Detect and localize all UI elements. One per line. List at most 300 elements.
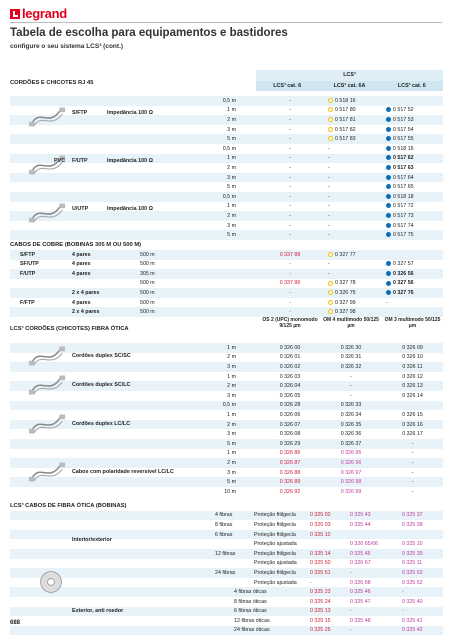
- pairs: 4 pares: [72, 299, 91, 306]
- cat6-b-cell: [382, 107, 443, 113]
- brand-logo: [10, 8, 67, 20]
- cat6-cell: -: [289, 232, 291, 239]
- os2-cell: 0 326 86: [279, 450, 301, 457]
- om4-cell: 0 326 34: [340, 412, 362, 419]
- length-cell: 1 m: [227, 373, 236, 380]
- impedance-label: Impedância 100 Ω: [107, 158, 153, 164]
- om3-ref: -: [402, 608, 404, 615]
- length-cell: 3 m: [227, 431, 236, 438]
- ref-text: 0 518 15: [393, 145, 414, 152]
- cat6a-ref: [320, 252, 382, 258]
- cat6-b-cell: [382, 127, 443, 133]
- fiber-reel-label: Interior/exterior: [72, 536, 112, 543]
- om3-cell: 0 326 15: [402, 412, 423, 419]
- cat6-b-cell: [382, 184, 443, 190]
- os2-cell: 0 326 89: [279, 479, 301, 486]
- pairs: 2 x 4 pares: [72, 290, 100, 297]
- ref-text: 0 517 62: [393, 155, 414, 162]
- section4-rows: [10, 511, 443, 636]
- ref-text: -: [328, 145, 330, 152]
- fiber-cord-label: Cordões duplex LC/LC: [72, 420, 131, 427]
- length: 500 m: [140, 309, 155, 316]
- table-row: [10, 173, 443, 183]
- table-row: [10, 449, 443, 459]
- table-row: [10, 487, 443, 497]
- cable-reel-icon: [38, 569, 64, 595]
- length: 500 m: [140, 290, 155, 297]
- os2-ref: 0 325 14: [310, 550, 331, 557]
- yellow-dot-icon: [328, 290, 333, 295]
- cat6-b-cell: [382, 175, 443, 181]
- table-row: [10, 578, 443, 588]
- table-row: [10, 549, 443, 559]
- table-row: [10, 182, 443, 192]
- fiber-reel-label: Exterior, anti roedor: [72, 607, 124, 614]
- ref-text: 0 327 98: [335, 309, 356, 316]
- section2-rows: [10, 250, 443, 317]
- length-cell: 5 m: [227, 479, 236, 486]
- table-row: [10, 410, 443, 420]
- ref-text: -: [328, 261, 330, 268]
- cat6-ref: 0 337 86: [279, 280, 301, 287]
- fiber-count: 12 fibras óticas: [234, 617, 270, 624]
- om4-ref: 0 325 45: [350, 550, 371, 557]
- os2-ref: -: [310, 579, 312, 586]
- cat6-cell: -: [289, 203, 291, 210]
- om3-cell: 0 326 11: [402, 364, 423, 371]
- protection: Proteção fitilgecla: [254, 512, 296, 519]
- fiber-count: 24 fibras óticas: [234, 627, 270, 634]
- om3-cell: 0 326 16: [402, 421, 423, 428]
- table-row: [10, 250, 443, 260]
- cable-icon: [28, 104, 66, 130]
- table-row: [10, 391, 443, 401]
- table-row: [10, 458, 443, 468]
- blue-dot-icon: [386, 165, 391, 170]
- om4-cell: 0 326 36: [340, 431, 362, 438]
- blue-dot-icon: [386, 290, 391, 295]
- table-row: [10, 115, 443, 125]
- om4-ref: 0 326 65/66: [350, 541, 378, 548]
- om3-ref: 0 325 38: [402, 521, 423, 528]
- blue-dot-icon: [386, 175, 391, 180]
- ref-text: 0 518 16: [335, 97, 356, 104]
- om4-ref: -: [350, 569, 352, 576]
- fiber-count: 6 fibras óticas: [234, 608, 267, 615]
- om3-cell: -: [411, 459, 414, 466]
- ref-text: -: [328, 212, 330, 219]
- blue-dot-icon: [386, 107, 391, 112]
- length-cell: 2 m: [227, 383, 236, 390]
- protection: Proteção fitilgecla: [254, 521, 296, 528]
- cat6a-ref: [320, 309, 382, 315]
- cat6-ref: -: [289, 309, 291, 316]
- cat6-b-cell: [382, 203, 443, 209]
- cat6b-ref: [382, 280, 443, 286]
- table-row: [10, 298, 443, 308]
- fiber-cord-icon: [28, 459, 66, 485]
- cat6-b-cell: [382, 155, 443, 161]
- os2-ref: 0 325 51: [310, 569, 331, 576]
- om4-ref: 0 325 44: [350, 521, 371, 528]
- blue-dot-icon: [386, 136, 391, 141]
- cat6-ref: -: [289, 270, 291, 277]
- ref-text: 0 517 80: [335, 107, 356, 114]
- ref-text: 0 517 54: [393, 126, 414, 133]
- os2-cell: 0 326 29: [279, 440, 301, 447]
- table-row: [10, 439, 443, 449]
- cat6a-cell: [320, 165, 382, 171]
- table-row: [10, 221, 443, 231]
- om4-cell: 0 326 98: [340, 479, 362, 486]
- length-cell: 2 m: [227, 212, 236, 219]
- om3-cell: 0 326 13: [402, 383, 423, 390]
- om3-ref: 0 325 11: [402, 560, 423, 567]
- cat6-cell: -: [289, 193, 291, 200]
- ref-text: 0 518 18: [393, 193, 414, 200]
- length-cell: 1 m: [227, 412, 236, 419]
- blue-dot-icon: [386, 155, 391, 160]
- ref-text: 0 517 83: [335, 136, 356, 143]
- cat6a-cell: [320, 232, 382, 238]
- ref-text: -: [386, 299, 388, 306]
- table-row: [10, 343, 443, 353]
- page-subtitle: configure o seu sistema LCS³ (cont.): [10, 43, 124, 50]
- om4-ref: 0 326 68: [350, 579, 371, 586]
- table-row: [10, 587, 443, 597]
- om4-cell: 0 326 99: [340, 488, 362, 495]
- section4-heading: LCS³ CABOS DE FIBRA ÓTICA (BOBINAS): [10, 501, 443, 511]
- length-cell: 1 m: [227, 450, 236, 457]
- table-row: [10, 477, 443, 487]
- blue-dot-icon: [386, 232, 391, 237]
- os2-cell: 0 326 28: [279, 402, 301, 409]
- blue-dot-icon: [386, 261, 391, 266]
- table-row: [10, 511, 443, 521]
- om3-cell: -: [411, 469, 414, 476]
- cat6-cell: -: [289, 107, 291, 114]
- length-cell: 3 m: [227, 174, 236, 181]
- cat6b-ref: [382, 290, 443, 296]
- ref-text: -: [328, 184, 330, 191]
- section1-rows: [10, 96, 443, 240]
- om3-ref: -: [402, 589, 404, 596]
- om3-cell: 0 326 14: [402, 392, 423, 399]
- table-row: [10, 372, 443, 382]
- os2-ref: 0 325 24: [310, 598, 331, 605]
- cat6a-cell: [320, 117, 382, 123]
- length-cell: 0,5 m: [222, 193, 236, 200]
- cat6a-ref: [320, 271, 382, 277]
- cat6-cell: -: [289, 116, 291, 123]
- cable-type-label: U/UTP: [72, 206, 89, 212]
- om4-ref: 0 325 48: [350, 617, 371, 624]
- section3-header: [10, 317, 443, 343]
- os2-cell: 0 326 00: [279, 344, 301, 351]
- impedance-label: Impedância 100 Ω: [107, 206, 153, 212]
- fiber-count: 4 fibras: [215, 512, 233, 519]
- os2-cell: 0 326 03: [279, 373, 301, 380]
- om3-ref: 0 325 39: [402, 550, 423, 557]
- length-cell: 3 m: [227, 222, 236, 229]
- length-cell: 5 m: [227, 440, 236, 447]
- om4-cell: 0 326 37: [340, 440, 362, 447]
- cable-type-label: S/FTP: [72, 110, 88, 116]
- om3-cell: -: [411, 488, 414, 495]
- pairs: 4 pares: [72, 270, 91, 277]
- cat6-b-cell: [382, 146, 443, 152]
- cable-icon: [28, 152, 66, 178]
- fiber-count: 8 fibras óticas: [234, 598, 267, 605]
- table-row: [10, 429, 443, 439]
- cat6-ref: 0 337 88: [279, 251, 301, 258]
- table-row: [10, 96, 443, 106]
- blue-dot-icon: [386, 194, 391, 199]
- cat-header-2: LCS³ cat. 6A: [333, 83, 366, 89]
- os2-cell: 0 326 05: [279, 392, 301, 399]
- om4-ref: 0 325 43: [350, 512, 371, 519]
- length-cell: 3 m: [227, 126, 236, 133]
- om4-ref: 0 325 46: [350, 589, 371, 596]
- table-row: [10, 269, 443, 279]
- cat6-b-cell: [382, 223, 443, 229]
- fiber-count: 6 fibras: [215, 531, 233, 538]
- cable-type: SF/UTP: [20, 261, 39, 268]
- length-cell: 5 m: [227, 232, 236, 239]
- os2-cell: 0 326 06: [279, 412, 301, 419]
- cat6a-ref: [320, 290, 382, 296]
- length: 305 m: [140, 270, 155, 277]
- protection: Proteção fitilgecla: [254, 531, 296, 538]
- length-cell: 2 m: [227, 116, 236, 123]
- blue-dot-icon: [386, 117, 391, 122]
- om4-cell: 0 326 96: [340, 459, 362, 466]
- om4-cell: 0 326 30: [340, 344, 362, 351]
- cat6b-ref: [382, 261, 443, 267]
- ref-text: 0 327 77: [335, 251, 356, 258]
- cat6-cell: -: [289, 212, 291, 219]
- lcs-header: LCS³: [256, 70, 443, 81]
- col-head-os2: OS 2 (UPC) monomodo 9/125 µm: [262, 317, 318, 330]
- om4-ref: -: [350, 608, 352, 615]
- om4-cell: 0 326 97: [340, 469, 362, 476]
- cat6-cell: -: [289, 174, 291, 181]
- length: 500 m: [140, 261, 155, 268]
- ref-text: -: [328, 222, 330, 229]
- protection: Proteção ajustada: [254, 560, 297, 567]
- om3-ref: 0 325 41: [402, 617, 423, 624]
- legrand-logo-icon: [10, 9, 20, 19]
- section1-header: [10, 68, 443, 96]
- table-row: [10, 260, 443, 270]
- yellow-dot-icon: [328, 300, 333, 305]
- cat6a-cell: [320, 146, 382, 152]
- cat6a-cell: [320, 213, 382, 219]
- table-row: [10, 307, 443, 317]
- protection: Proteção ajustada: [254, 541, 297, 548]
- ref-text: 0 517 53: [393, 116, 414, 123]
- pairs: 4 pares: [72, 261, 91, 268]
- length-cell: 0,5 m: [222, 145, 236, 152]
- length-cell: 0,5 m: [222, 402, 236, 409]
- impedance-label: Impedância 100 Ω: [107, 110, 153, 116]
- fiber-count: 4 fibras óticas: [234, 589, 267, 596]
- fiber-cord-label: Cabos com polaridade reversível LC/LC: [72, 468, 174, 475]
- cat6-cell: -: [289, 155, 291, 162]
- col-head-om4: OM 4 multimodo 50/125 µm: [323, 317, 379, 330]
- ref-text: 0 517 82: [335, 126, 356, 133]
- cat6-ref: -: [289, 299, 291, 306]
- cat6-ref: -: [289, 290, 291, 297]
- table-row: [10, 362, 443, 372]
- cable-type: S/FTP: [20, 251, 36, 258]
- om3-ref: 0 325 37: [402, 512, 423, 519]
- fiber-cord-label: Cordões duplex SC/SC: [72, 353, 131, 360]
- section2-heading: CABOS DE COBRE (BOBINAS 305 M OU 500 M): [10, 240, 443, 250]
- protection: Proteção fitilgecla: [254, 550, 296, 557]
- brand-name: legrand: [22, 6, 67, 21]
- ref-text: 0 517 55: [393, 136, 414, 143]
- os2-ref: 0 325 15: [310, 617, 331, 624]
- cat6a-cell: [320, 184, 382, 190]
- cat6b-ref: [382, 271, 443, 277]
- table-row: [10, 192, 443, 202]
- table-row: [10, 211, 443, 221]
- os2-cell: 0 326 07: [279, 421, 301, 428]
- blue-dot-icon: [386, 146, 391, 151]
- ref-text: 0 326 56: [393, 270, 414, 277]
- table-row: [10, 568, 443, 578]
- cat6a-ref: [320, 261, 382, 267]
- fiber-cord-label: Cordões duplex SC/LC: [72, 382, 131, 389]
- blue-dot-icon: [386, 203, 391, 208]
- om4-cell: 0 326 35: [340, 421, 362, 428]
- table-row: [10, 230, 443, 240]
- ref-text: 0 327 78: [335, 280, 356, 287]
- table-row: [10, 163, 443, 173]
- cat6b-ref: [382, 300, 443, 306]
- ref-text: -: [328, 155, 330, 162]
- cat6a-ref: [320, 300, 382, 306]
- blue-dot-icon: [386, 271, 391, 276]
- blue-dot-icon: [386, 223, 391, 228]
- length-cell: 1 m: [227, 344, 236, 351]
- ref-text: 0 517 52: [393, 107, 414, 114]
- om3-ref: 0 325 52: [402, 579, 423, 586]
- length-cell: 10 m: [224, 488, 236, 495]
- selection-table: [10, 68, 443, 635]
- page-title: Tabela de escolha para equipamentos e bastidores: [10, 27, 288, 39]
- om3-cell: -: [411, 440, 414, 447]
- ref-text: -: [328, 193, 330, 200]
- cat6a-cell: [320, 175, 382, 181]
- cat6a-cell: [320, 107, 382, 113]
- table-row: [10, 144, 443, 154]
- cat6-cell: -: [289, 184, 291, 191]
- length-cell: 0,5 m: [222, 97, 236, 104]
- om4-ref: 0 325 47: [350, 598, 371, 605]
- table-row: [10, 288, 443, 298]
- om3-ref: 0 325 40: [402, 598, 423, 605]
- table-row: [10, 616, 443, 626]
- table-row: [10, 125, 443, 135]
- om3-ref: 0 325 42: [402, 627, 423, 634]
- ref-text: 0 517 75: [393, 232, 414, 239]
- fiber-cord-icon: [28, 372, 66, 398]
- length-cell: 1 m: [227, 155, 236, 162]
- os2-ref: 0 325 02: [310, 512, 331, 519]
- length-cell: 5 m: [227, 136, 236, 143]
- yellow-dot-icon: [328, 252, 333, 257]
- cat6a-cell: [320, 136, 382, 142]
- os2-ref: 0 325 13: [310, 608, 331, 615]
- cat-header-3: LCS³ cat. 6: [397, 83, 426, 89]
- os2-ref: 0 325 25: [310, 627, 331, 634]
- os2-ref: 0 325 12: [310, 531, 331, 538]
- ref-text: -: [328, 270, 330, 277]
- ref-text: 0 517 64: [393, 174, 414, 181]
- om4-cell: -: [350, 383, 352, 390]
- os2-cell: 0 326 01: [279, 354, 301, 361]
- om3-cell: 0 326 12: [402, 373, 423, 380]
- ref-text: 0 327 76: [393, 290, 414, 297]
- ref-text: -: [328, 174, 330, 181]
- length: 500 m: [140, 280, 155, 287]
- om4-cell: 0 326 95: [340, 450, 362, 457]
- cat6-b-cell: [382, 165, 443, 171]
- table-row: [10, 597, 443, 607]
- yellow-dot-icon: [328, 309, 333, 314]
- cat6a-cell: [320, 194, 382, 200]
- om3-cell: -: [411, 479, 414, 486]
- om3-ref: 0 325 10: [402, 541, 423, 548]
- ref-text: 0 517 65: [393, 184, 414, 191]
- yellow-dot-icon: [328, 98, 333, 103]
- blue-dot-icon: [386, 184, 391, 189]
- ref-text: 0 517 63: [393, 164, 414, 171]
- om4-cell: -: [350, 373, 352, 380]
- om3-cell: 0 326 09: [402, 344, 423, 351]
- os2-cell: 0 326 87: [279, 459, 301, 466]
- section3-heading: LCS³ CORDÕES (CHICOTES) FIBRA ÓTICA: [10, 326, 129, 333]
- cat6-cell: -: [289, 97, 291, 104]
- yellow-dot-icon: [328, 117, 333, 122]
- ref-text: -: [328, 232, 330, 239]
- ref-text: 0 517 73: [393, 212, 414, 219]
- length-cell: 2 m: [227, 354, 236, 361]
- cable-type: F/FTP: [20, 299, 35, 306]
- cat6-cell: -: [289, 222, 291, 229]
- length-cell: 5 m: [227, 184, 236, 191]
- om3-cell: -: [411, 450, 414, 457]
- fiber-count: 24 fibras: [215, 569, 236, 576]
- cat6-b-cell: [382, 213, 443, 219]
- cat6a-cell: [320, 203, 382, 209]
- length: 500 m: [140, 299, 155, 306]
- ref-text: 0 327 57: [393, 261, 414, 268]
- yellow-dot-icon: [328, 136, 333, 141]
- cat6-ref: -: [289, 261, 291, 268]
- ref-text: -: [328, 164, 330, 171]
- length-cell: 2 m: [227, 164, 236, 171]
- ref-text: 0 327 56: [393, 280, 414, 287]
- fiber-count: 8 fibras: [215, 521, 233, 528]
- om3-ref: 0 325 53: [402, 569, 423, 576]
- fiber-count: 12 fibras: [215, 550, 236, 557]
- os2-ref: 0 325 23: [310, 589, 331, 596]
- om4-ref: 0 326 67: [350, 560, 371, 567]
- os2-cell: 0 326 04: [279, 383, 301, 390]
